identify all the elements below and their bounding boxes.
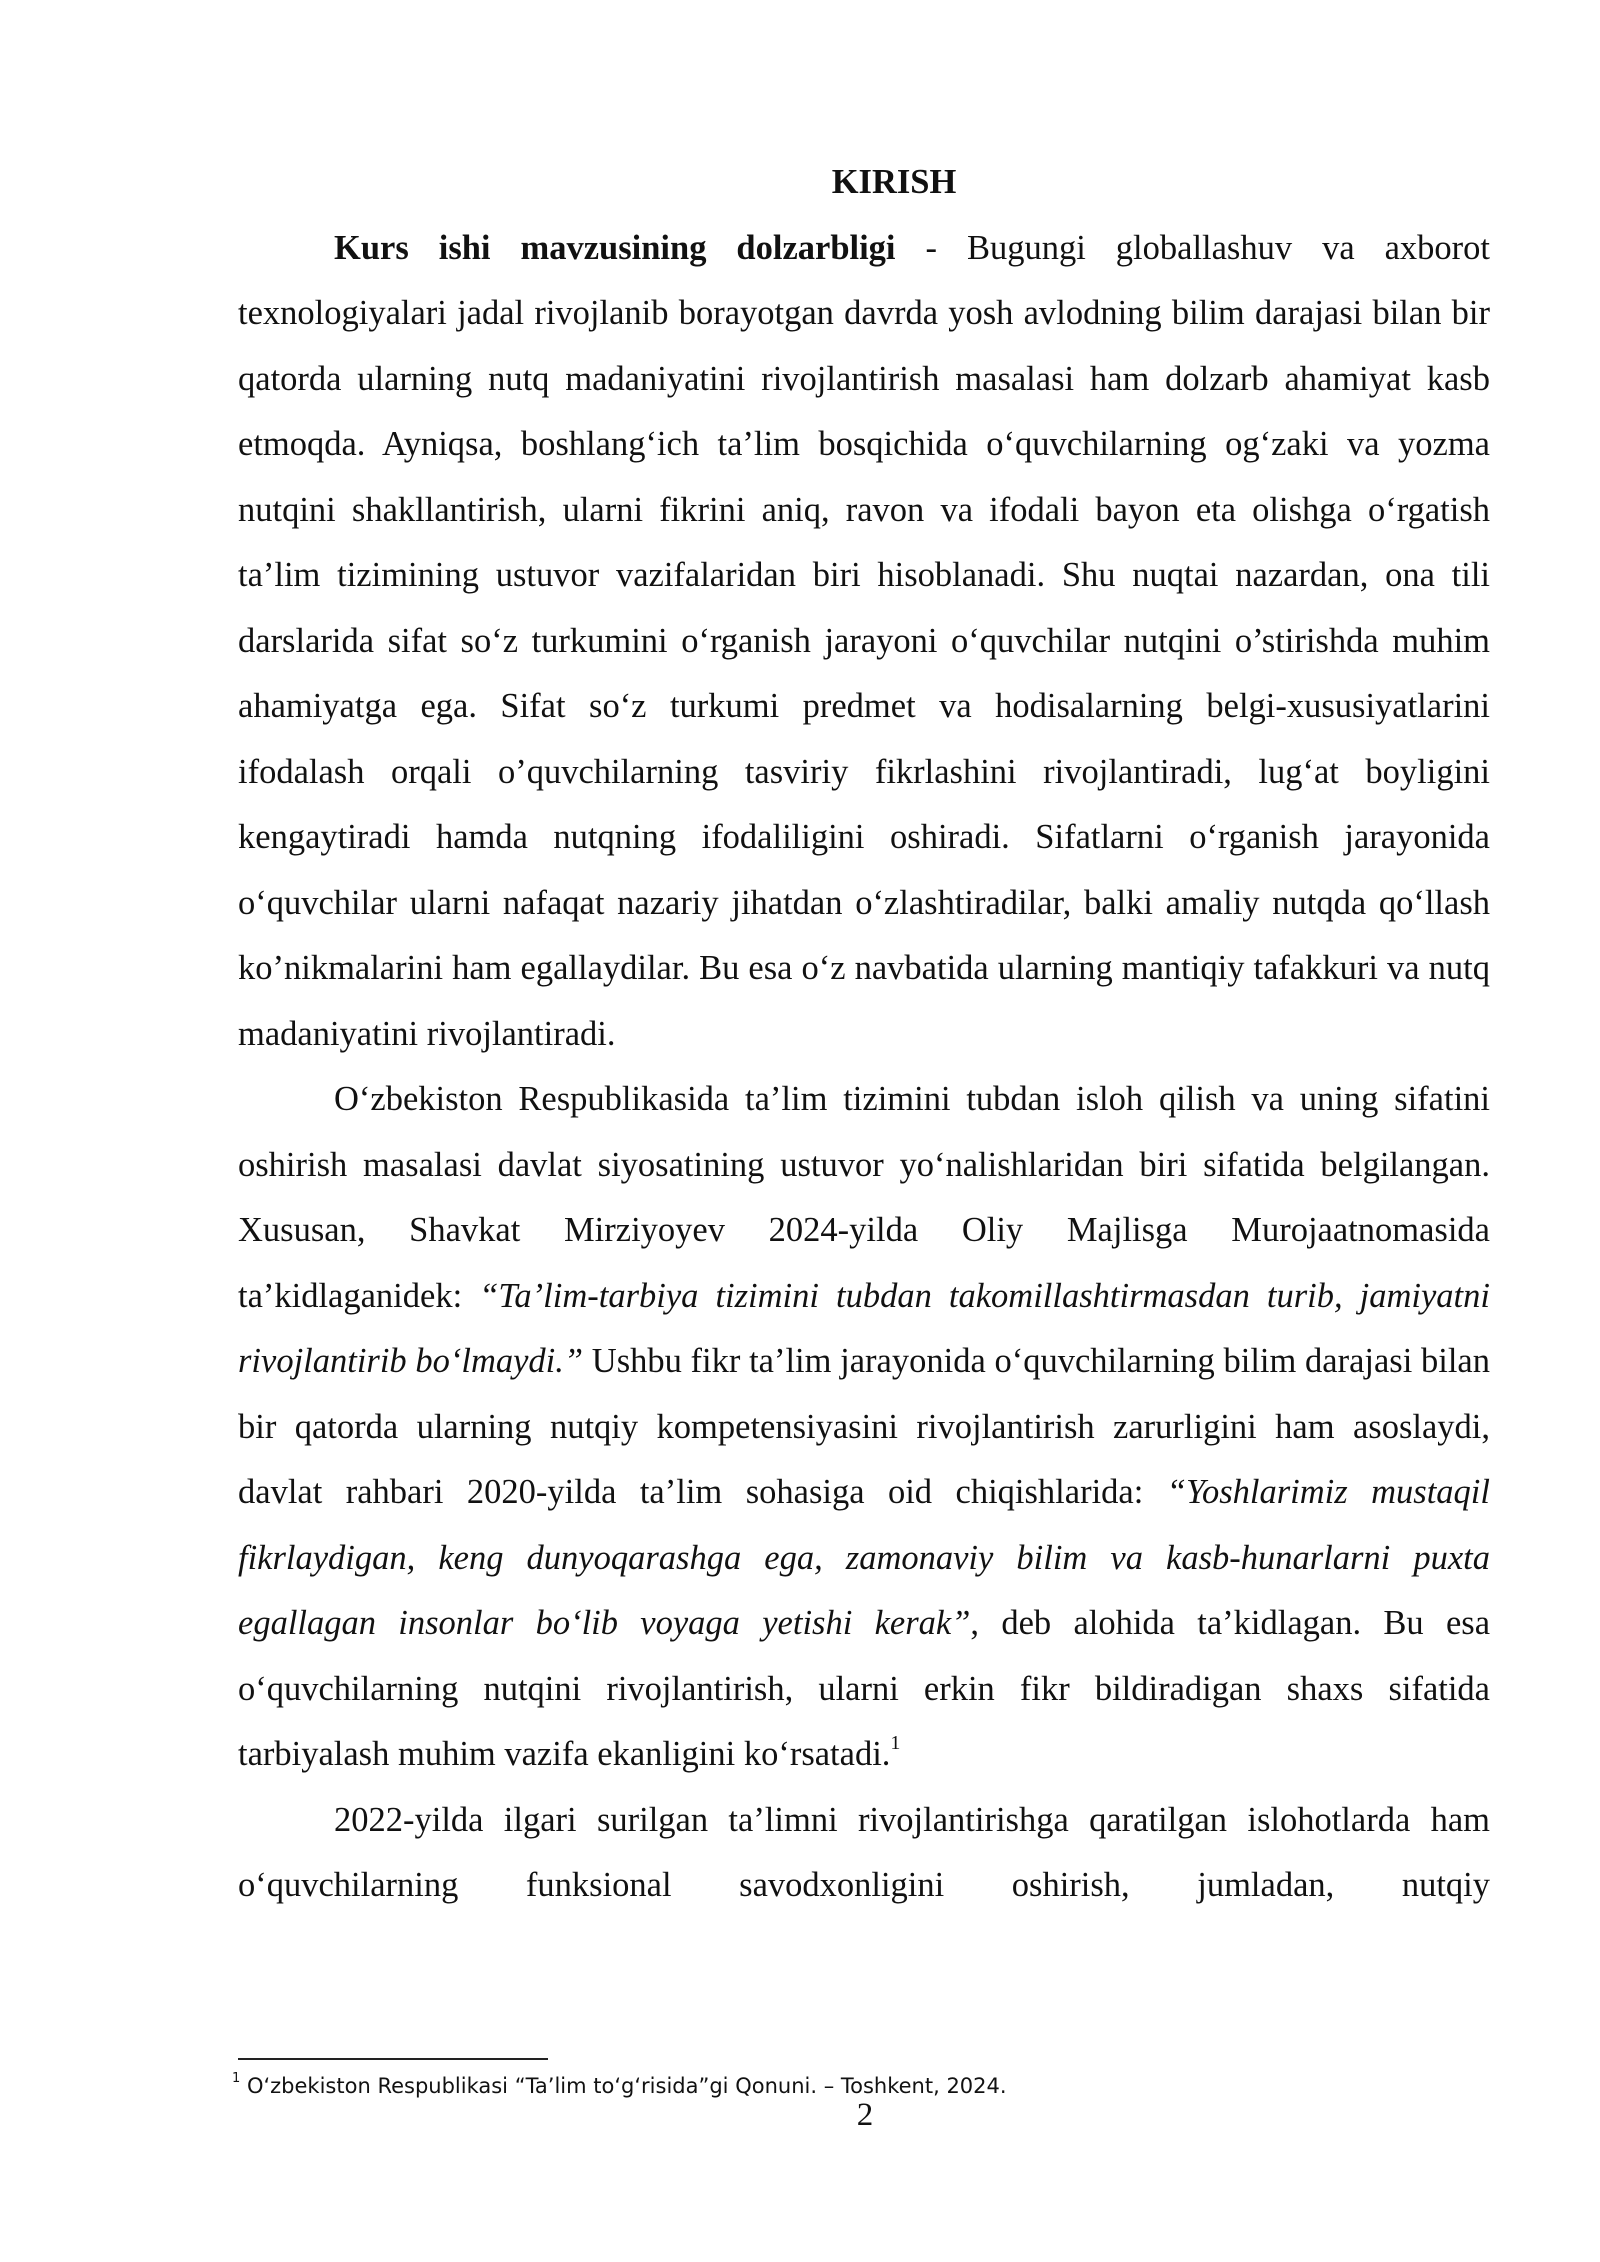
footnote-reference[interactable]: 1 xyxy=(890,1731,901,1754)
president-quote-2020: “Yoshlarimiz mustaqil fikrlaydigan, keng dunyoqarashga ega, zamonaviy bilim va kasb-hunarlarni puxta egallagan insonlar bo‘lib voyaga yetishi kerak” xyxy=(238,1473,1490,1642)
paragraph-2022-reforms: 2022-yilda ilgari surilgan ta’limni rivojlantirishga qaratilgan islohotlarda ham o‘quvchilarning funksional savodxonligini oshirish, jumladan, nutqiy xyxy=(238,1800,1490,1904)
page-heading: KIRISH xyxy=(831,163,957,201)
president-quote-2024: “Ta’lim-tarbiya tizimini tubdan takomillashtirmasdan turib, jamiyatni rivojlantirib bo‘lmaydi.” xyxy=(238,1276,1490,1380)
footnote-marker: 1 xyxy=(232,2071,241,2086)
relevance-lead: Kurs ishi mavzusining dolzarbligi xyxy=(334,228,896,267)
footnote-text: O‘zbekiston Respublikasi “Ta’lim to‘g‘risida”gi Qonuni. – Toshkent, 2024. xyxy=(240,2074,1007,2098)
footnote-separator xyxy=(238,2058,548,2060)
relevance-text: - Bugungi globallashuv va axborot texnologiyalari jadal rivojlanib borayotgan davrda yosh avlodning bilim darajasi bilan bir qatorda ularning nutq madaniyatini rivojlantirish masalasi ham dolzarb ahamiyat kasb etmoqda. Ayniqsa, boshlang‘ich ta’lim bosqichida o‘quvchilarning og‘zaki va yozma nutqini shakllantirish, ularni fikrini aniq, ravon va ifodali bayon eta olishga o‘rgatish ta’lim tizimining ustuvor vazifalaridan biri hisoblanadi. Shu nuqtai nazardan, ona tili darslarida sifat so‘z turkumini o‘rganish jarayoni o‘quvchilar nutqini o’stirishda muhim ahamiyatga ega. Sifat so‘z turkumi predmet va hodisalarning belgi-xususiyatlarini ifodalash orqali o’quvchilarning tasviriy fikrlashini rivojlantiradi, lug‘at boyligini kengaytiradi hamda nutqning ifodaliligini oshiradi. Sifatlarni o‘rganish jarayonida o‘quvchilar ularni nafaqat nazariy jihatdan o‘zlashtiradilar, balki amaliy nutqda qo‘llash ko’nikmalarini ham egallaydilar. Bu esa o‘z navbatida ularning mantiqiy tafakkuri va nutq madaniyatini rivojlantiradi. xyxy=(238,228,1490,1053)
paragraph-relevance xyxy=(238,216,1490,1068)
reforms-text-3: , deb alohida ta’kidlagan. Bu esa o‘quvchilarning nutqini rivojlantirish, ularni erkin fikr bildiradigan shaxs sifatida tarbiyalash muhim vazifa ekanligini ko‘rsatadi. xyxy=(238,1604,1491,1773)
page-number: 2 xyxy=(856,2097,874,2133)
page-body xyxy=(238,150,1490,1919)
reforms-text-1: O‘zbekiston Respublikasida ta’lim tizimini tubdan isloh qilish va uning sifatini oshirish masalasi davlat siyosatining ustuvor yo‘nalishlaridan biri sifatida belgilangan. Xususan, Shavkat Mirziyoyev 2024-yilda Oliy Majlisga Murojaatnomasida ta’kidlaganidek: xyxy=(238,1080,1490,1315)
reforms-text-2: Ushbu fikr ta’lim jarayonida o‘quvchilarning bilim darajasi bilan bir qatorda ularning nutqiy kompetensiyasini rivojlantirish zarurligini ham asoslaydi, davlat rahbari 2020-yilda ta’lim sohasiga oid chiqishlarida: xyxy=(238,1342,1490,1511)
paragraph-reforms xyxy=(238,1067,1490,1788)
